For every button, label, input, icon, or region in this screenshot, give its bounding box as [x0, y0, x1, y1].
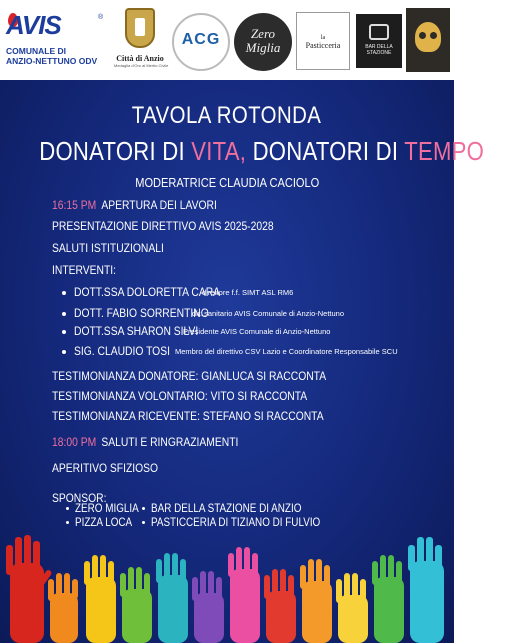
title-vita: VITA, — [191, 136, 247, 166]
speaker-item — [62, 306, 345, 320]
acg-wordmark: ACG — [181, 31, 221, 48]
raised-hands-illustration — [0, 533, 454, 643]
title-line1: TAVOLA ROTONDA — [132, 102, 322, 129]
testimonial-line: TESTIMONIANZA VOLONTARIO: VITO SI RACCONTA — [52, 389, 308, 403]
bullet-icon — [66, 507, 69, 510]
logo-bar — [0, 0, 454, 80]
anzio-tagline: Medaglia d'Oro al Merito Civile — [114, 63, 169, 68]
bullet-icon — [62, 312, 66, 316]
anzio-name: Città di Anzio — [116, 54, 164, 63]
title-line2 — [0, 136, 485, 167]
aperitivo-line: APERITIVO SFIZIOSO — [52, 461, 159, 475]
opening-time: 16:15 PM — [52, 198, 97, 212]
speaker-role: direttore f.f. SIMT ASL RM6 — [202, 288, 294, 297]
speaker-role: dir. sanitario AVIS Comunale di Anzio-Nettuno — [192, 309, 345, 318]
bar-stazione-logo — [356, 14, 402, 68]
acg-logo — [172, 13, 230, 71]
train-icon — [369, 24, 389, 40]
hand-cyan — [408, 537, 444, 643]
hand-green — [120, 567, 152, 643]
hand-orange — [48, 573, 78, 643]
bullet-icon — [142, 507, 145, 510]
pasticceria-line1: la — [320, 35, 326, 41]
skull-icon — [415, 22, 441, 52]
bullet-icon — [142, 521, 145, 524]
testimonial-line: TESTIMONIANZA DONATORE: GIANLUCA SI RACCONTA — [52, 369, 327, 383]
citta-di-anzio-logo — [114, 8, 169, 78]
registered-mark: ® — [98, 14, 104, 21]
sponsor-item: ZERO MIGLIA — [66, 503, 149, 515]
interventi-label: INTERVENTI: — [52, 263, 117, 277]
speaker-name: DOTT.SSA DOLORETTA CARA — [74, 285, 221, 299]
avis-subtitle-line1: COMUNALE DI — [6, 46, 66, 56]
pasticceria-logo — [296, 12, 350, 70]
anzio-crest-icon — [125, 8, 155, 48]
closing-label: SALUTI E RINGRAZIAMENTI — [101, 435, 239, 449]
avis-subtitle-line2: ANZIO-NETTUNO ODV — [6, 56, 98, 66]
title-part1: DONATORI DI — [39, 136, 192, 166]
avis-wordmark: AVIS — [6, 10, 61, 40]
speaker-item — [62, 324, 331, 338]
speaker-name: DOTT. FABIO SORRENTINO — [74, 306, 209, 320]
closing-line — [52, 435, 269, 449]
speaker-name: SIG. CLAUDIO TOSI — [74, 344, 170, 358]
speaker-role: Presidente AVIS Comunale di Anzio-Nettuno — [183, 327, 331, 336]
title-part3: DONATORI DI — [246, 136, 405, 166]
hand-purple — [192, 571, 224, 643]
bar-stazione-wordmark: BAR DELLA STAZIONE — [365, 44, 393, 56]
testimonial-line: TESTIMONIANZA RICEVENTE: STEFANO SI RACCONTA — [52, 409, 324, 423]
closing-time: 18:00 PM — [52, 435, 97, 449]
hand-teal — [156, 553, 188, 643]
bullet-icon — [66, 521, 69, 524]
sponsor-label: SPONSOR: — [52, 491, 107, 505]
bullet-icon — [62, 330, 66, 334]
speaker-item — [62, 344, 398, 358]
hand-yellow-2 — [336, 573, 368, 643]
hand-red-2 — [264, 569, 296, 643]
hand-red — [6, 535, 53, 643]
sponsor-item: PIZZA LOCA — [66, 517, 141, 529]
avis-logo — [6, 10, 108, 66]
hand-green-2 — [372, 555, 404, 643]
bullet-icon — [62, 291, 66, 295]
sponsor-item: PASTICCERIA DI TIZIANO DI FULVIO — [142, 517, 348, 529]
poster-body — [0, 80, 485, 643]
speaker-item — [62, 285, 294, 299]
zero-miglia-logo — [234, 13, 292, 71]
bullet-icon — [62, 350, 66, 354]
title-tempo: TEMPO — [404, 136, 485, 166]
hand-yellow — [84, 555, 116, 643]
zero-miglia-wordmark — [234, 27, 292, 55]
pasticceria-line2: Pasticceria — [305, 41, 341, 50]
speaker-name: DOTT.SSA SHARON SILVI — [74, 324, 199, 338]
sponsor-item: BAR DELLA STAZIONE DI ANZIO — [142, 503, 326, 515]
pizza-loca-skull-logo — [406, 8, 450, 72]
hand-orange-2 — [300, 559, 332, 643]
greetings-line: SALUTI ISTITUZIONALI — [52, 241, 164, 255]
speaker-role: Membro del direttivo CSV Lazio e Coordinatore Responsabile SCU — [175, 347, 398, 356]
moderatrice: MODERATRICE CLAUDIA CACIOLO — [135, 175, 319, 190]
zero-miglia-line2: Miglia — [245, 40, 281, 55]
zero-miglia-line1: Zero — [250, 26, 276, 41]
hand-pink — [228, 547, 260, 643]
opening-line — [52, 198, 244, 212]
presentation-line: PRESENTAZIONE DIRETTIVO AVIS 2025-2028 — [52, 219, 274, 233]
opening-label: APERTURA DEI LAVORI — [101, 198, 217, 212]
